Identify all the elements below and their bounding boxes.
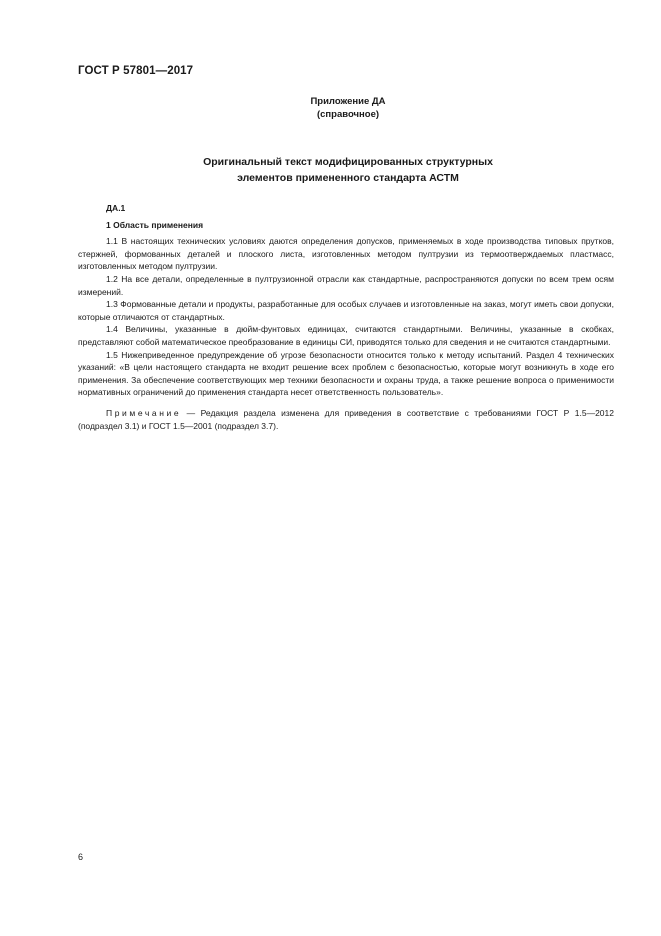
page-number: 6: [78, 852, 84, 862]
appendix-subtitle: (справочное): [316, 109, 380, 120]
note-text: — Редакция раздела изменена для приведения в соответствие с требованиями ГОСТ Р 1.5—2012 (подраздел 3.1) и ГОСТ 1.5—2001 (подраздел 3.7).: [78, 407, 614, 431]
document-title-line-2: элементов примененного стандарта АСТМ: [237, 172, 459, 184]
appendix-title: Приложение ДА: [310, 96, 386, 107]
document-title: [120, 154, 576, 186]
paragraph-1-4: 1.4 Величины, указанные в дюйм-фунтовых единицах, считаются стандартными. Величины, указанные в скобках, представляют собой математическое преобразование в единицы СИ, приводятся только для сведения и не считаются стандартными.: [78, 324, 614, 347]
section-id: ДА.1: [106, 203, 126, 213]
paragraph-1-1: 1.1 В настоящих технических условиях даются определения допусков, применяемых в ходе производства типовых прутков, стержней, формованных деталей и плоского листа, изготовленных методом пултрузии из термоотверждаемых пластмасс, изготовленных методом пултрузии.: [78, 236, 614, 272]
body-text: [78, 202, 614, 441]
paragraph-1-2: 1.2 На все детали, определенные в пултрузионной отрасли как стандартные, распространяются допуски по всем трем осям измерений.: [78, 273, 614, 297]
paragraph-1-5: 1.5 Нижеприведенное предупреждение об угрозе безопасности относится только к методу испытаний. Раздел 4 технических указаний: «В цели настоящего стандарта не входит решение всех проблем с безопасностью, которые могут возникнуть в ходе его применения. За обеспечение соответствующих мер техники безопасности и охраны труда, а также решение вопроса о применимости нормативных ограничений до применения стандарта несет ответственность пользователь».: [78, 349, 614, 398]
appendix-block: [190, 95, 506, 121]
standard-designation: ГОСТ Р 57801—2017: [78, 65, 194, 77]
note: [78, 407, 614, 432]
document-title-line-1: Оригинальный текст модифицированных структурных: [203, 156, 493, 168]
section-heading: 1 Область применения: [106, 219, 204, 230]
note-label: Примечание: [106, 407, 182, 418]
paragraph-1-3: 1.3 Формованные детали и продукты, разработанные для особых случаев и изготовленные на заказ, могут иметь свои допуски, которые отличаются от стандартных.: [78, 299, 614, 322]
